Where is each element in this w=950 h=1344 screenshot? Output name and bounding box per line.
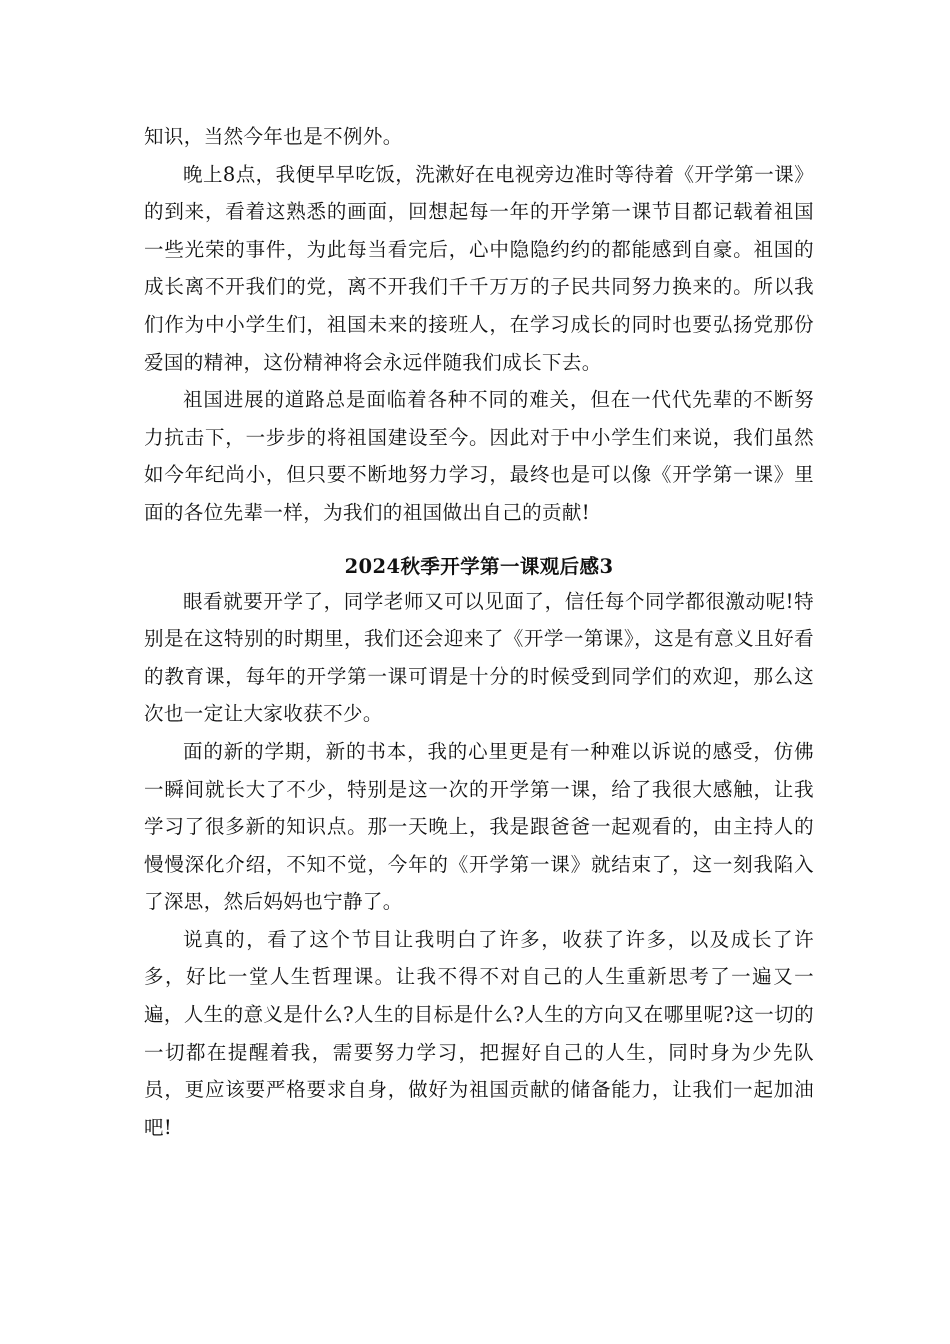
paragraph: 面的新的学期，新的书本，我的心里更是有一种难以诉说的感受，仿佛一瞬间就长大了不少，特别是这一次的开学第一课，给了我很大感触，让我学习了很多新的知识点。那一天晚上，我是跟爸爸一起观看的，由主持人的慢慢深化介绍，不知不觉，今年的《开学第一课》就结束了，这一刻我陷入了深思，然后妈妈也宁静了。 — [144, 739, 814, 914]
paragraph: 晚上8点，我便早早吃饭，洗漱好在电视旁边准时等待着《开学第一课》的到来，看着这熟悉的画面，回想起每一年的开学第一课节目都记载着祖国一些光荣的事件，为此每当看完后，心中隐隐约约的都能感到自豪。祖国的成长离不开我们的党，离不开我们千千万万的子民共同努力换来的。所以我们作为中小学生们，祖国未来的接班人，在学习成长的同时也要弘扬党那份爱国的精神，这份精神将会永远伴随我们成长下去。 — [144, 162, 814, 374]
document-body — [144, 118, 814, 1146]
paragraph: 祖国进展的道路总是面临着各种不同的难关，但在一代代先辈的不断努力抗击下，一步步的将祖国建设至今。因此对于中小学生们来说，我们虽然如今年纪尚小，但只要不断地努力学习，最终也是可以像《开学第一课》里面的各位先辈一样，为我们的祖国做出自己的贡献! — [144, 388, 814, 524]
section-heading: 2024秋季开学第一课观后感3 — [344, 554, 614, 578]
paragraph: 眼看就要开学了，同学老师又可以见面了，信任每个同学都很激动呢!特别是在这特别的时期里，我们还会迎来了《开学一第课》，这是有意义且好看的教育课，每年的开学第一课可谓是十分的时候受到同学们的欢迎，那么这次也一定让大家收获不少。 — [144, 589, 814, 726]
paragraph-continuation: 知识，当然今年也是不例外。 — [144, 125, 403, 148]
paragraph: 说真的，看了这个节目让我明白了许多，收获了许多，以及成长了许多，好比一堂人生哲理课。让我不得不对自己的人生重新思考了一遍又一遍，人生的意义是什么?人生的目标是什么?人生的方向又在哪里呢?这一切的一切都在提醒着我，需要努力学习，把握好自己的人生，同时身为少先队员，更应该要严格要求自身，做好为祖国贡献的储备能力，让我们一起加油吧! — [144, 927, 814, 1139]
